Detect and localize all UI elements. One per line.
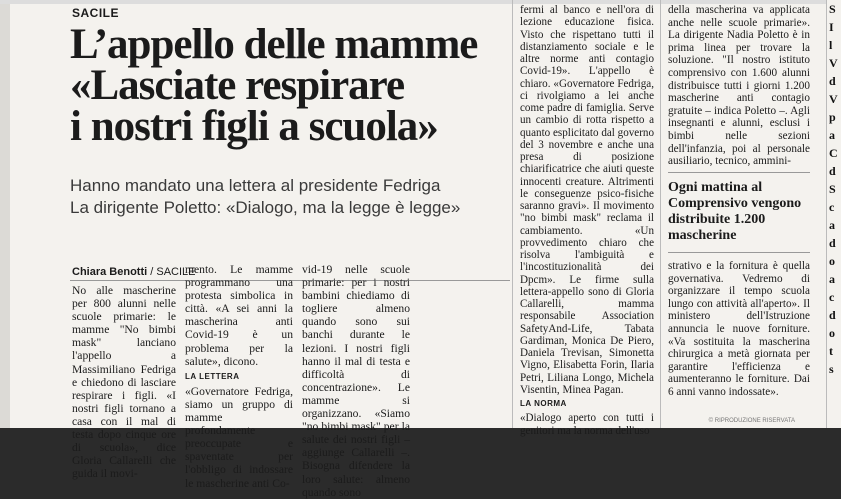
column-1	[72, 284, 176, 480]
column-4-text: fermi al banco e nell'ora di lezione educazione fisica. Visto che rispettano tutti il distanziamento sociale e le altre norme anti contagio Covid-19». L'appello è chiaro. «Governatore Fedriga, ci rivolgiamo a lei anche come padre di famiglia. Serve un cambio di rotta rispetto a quanto esplicitato dal governo del 3 novembre e anche una presa di posizione chiarificatrice che aiuti queste innocenti creature. Altrimenti le conseguenze psico-fisiche saranno gravi». Il movimento "no bimbi mask" reclama il cambiamento. «Un provvedimento chiaro che risolva l'ambiguità e l'incostituzionalità dei Dpcm». Le firme sulla lettera-appello sono di Gloria Callarelli, mamma responsabile Association SafetyAnd-Life, Tabata Gardiman, Monica De Piero, Daniela Trevisan, Simonetta Vigno, Elisabetta Forin, Ilaria Petri, Liliana Longo, Michela Visentin, Minea Pagan.	[520, 4, 655, 396]
edge-letter: d	[829, 74, 836, 88]
column-5-text: della mascherina va applicata anche nelle scuole primarie». La dirigente Nadia Poletto è in prima linea per trovare la soluzione. "Il nostro istituto comprensivo con 1.600 alunni distribuisce tutti i giorni 1.200 mascherine anti contagio gratuite – indica Poletto –. Agli insegnanti e alunni, esclusi i bimbi nelle sezioni dell'infanzia, poi al personale ausiliario, tecnico, ammini-	[668, 4, 810, 168]
left-margin	[0, 0, 10, 428]
box-rule	[668, 252, 810, 253]
headline-line: «Lasciate respirare	[70, 62, 405, 109]
subheadline	[70, 175, 510, 219]
next-article-edge	[826, 0, 841, 428]
box-rule	[668, 172, 810, 173]
box-headline: Ogni mattina al Comprensivo vengono distribuite 1.200 mascherine	[668, 180, 802, 243]
edge-letter: o	[829, 254, 835, 268]
column-2	[185, 263, 293, 490]
edge-letter: a	[829, 272, 835, 286]
column-2-text: mento. Le mamme programmano una protesta simbolica in città. «A sei anni la mascherina anti Covid-19 è un problema per la salute», dicono.	[185, 263, 293, 368]
edge-letter: d	[829, 308, 836, 322]
edge-letter: V	[829, 92, 838, 106]
subheadline-line: La dirigente Poletto: «Dialogo, ma la legge è legge»	[70, 198, 461, 217]
headline	[70, 21, 510, 150]
column-divider	[660, 0, 661, 428]
edge-letter: d	[829, 164, 836, 178]
column-4	[520, 4, 654, 437]
edge-letter: C	[829, 146, 838, 160]
edge-letter: d	[829, 236, 836, 250]
edge-letter: S	[829, 182, 836, 196]
edge-letter: c	[829, 200, 835, 214]
column-5	[668, 4, 810, 168]
column-5b-text: strativo e la fornitura è quella governativa. Vedremo di organizzare il tempo scuola lungo con attività all'aperto». Il ministero dell'Istruzione annuncia le nuove forniture. «Va sostituita la mascherina chirurgica a metà giornata per garantire l'efficienza e aumenteranno le forniture. Dai 6 anni vanno indossate».	[668, 260, 810, 398]
column-2-text-b: «Governatore Fedriga, siamo un gruppo di mamme profondamente preoccupate e spaventate per l'obbligo di indossare le mascherine anti Co-	[185, 384, 293, 490]
byline	[72, 266, 196, 278]
column-3-text: vid-19 nelle scuole primarie: per i nostri bambini chiediamo di togliere almeno quando sono sui banchi durante le lezioni. I nostri figli hanno il mal di testa e difficoltà di concentrazione». Le mamme si organizzano. «Siamo "no bimbi mask" per la salute dei nostri figli – aggiunge Callarelli –. Bisogna difendere la loro salute: almeno quando sono	[302, 263, 410, 499]
edge-letter: V	[829, 56, 838, 70]
edge-letter: l	[829, 38, 833, 52]
edge-letter: c	[829, 290, 835, 304]
column-1-text: No alle mascherine per 800 alunni nelle scuole primarie: le mamme "No bimbi mask" lanciano l'appello a Massimiliano Fedriga e chiedono di lasciare respirare i figli. «I nostri figli tornano a casa con il mal di testa dopo cinque ore di scuola», dice Gloria Callarelli che guida il movi-	[72, 284, 176, 481]
subheadline-line: Hanno mandato una lettera al presidente Fedriga	[70, 176, 441, 195]
edge-letter: a	[829, 128, 835, 142]
edge-letter: s	[829, 362, 834, 376]
edge-letter: p	[829, 110, 836, 124]
copyright-note: © RIPRODUZIONE RISERVATA	[708, 418, 795, 424]
edge-letter: t	[829, 344, 833, 358]
column-3	[302, 263, 410, 499]
section-label: SACILE	[72, 6, 120, 20]
author-name: Chiara Benotti	[72, 266, 148, 278]
column-5b	[668, 260, 810, 399]
headline-line: i nostri figli a scuola»	[70, 103, 438, 150]
subhead-label: LA NORMA	[520, 399, 567, 408]
column-4-text-b: «Dialogo aperto con tutti i genitori ma la norma dell'uso	[520, 412, 654, 437]
edge-letter: S	[829, 2, 836, 16]
edge-letter: a	[829, 218, 835, 232]
byline-location: / SACILE	[150, 266, 196, 278]
headline-line: L’appello delle mamme	[70, 21, 478, 68]
column-divider	[512, 0, 513, 428]
subhead-label: LA LETTERA	[185, 371, 240, 381]
edge-letter: o	[829, 326, 835, 340]
edge-letter: I	[829, 20, 834, 34]
